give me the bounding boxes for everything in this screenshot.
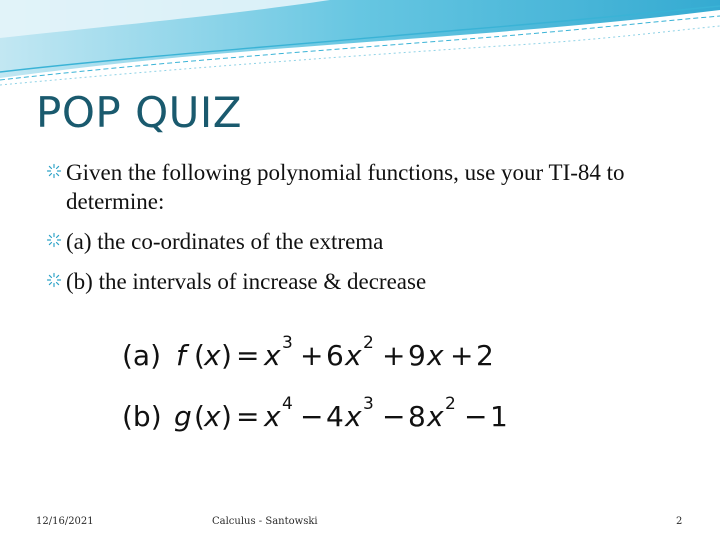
bullet-item [46, 227, 686, 256]
equation-b-term-4-constant: 1 [490, 400, 508, 433]
bullet-item [46, 158, 686, 216]
equation-b-term-3-exponent: 2 [445, 394, 456, 414]
equation-b-term-1-exponent: 4 [282, 394, 293, 414]
equation-a-term-3-coefficient: 9 [408, 339, 426, 372]
equation-a-equals: = [236, 339, 260, 372]
footer-date: 12/16/2021 [36, 516, 94, 527]
sunburst-bullet-icon [46, 163, 62, 179]
equation-b-term-2-exponent: 3 [363, 394, 374, 414]
equation-b-term-2-operator: − [300, 400, 324, 433]
sunburst-bullet-icon [46, 232, 62, 248]
equation-b-term-3-base: x [427, 400, 444, 433]
slide-title: POP QUIZ [36, 88, 243, 137]
bullet-text: (a) the co-ordinates of the extrema [66, 229, 384, 254]
equation-b-term-2-base: x [345, 400, 362, 433]
equation-a-label: (a) [122, 339, 162, 372]
equation-a-term-4-constant: 2 [476, 339, 494, 372]
equation-a-term-2-coefficient: 6 [326, 339, 344, 372]
equation-a-open-paren: ( [194, 339, 205, 372]
bullet-item [46, 267, 686, 296]
equation-a-function-name: f [176, 339, 186, 372]
equation-a [122, 333, 494, 372]
equation-b-term-1-base: x [264, 400, 281, 433]
equation-a-term-3-base: x [427, 339, 444, 372]
bullet-text: Given the following polynomial functions, use your TI-84 to determine: [66, 160, 625, 214]
equation-b-term-3-coefficient: 8 [408, 400, 426, 433]
equation-a-term-1-exponent: 3 [282, 333, 293, 353]
equation-a-term-3-operator: + [382, 339, 406, 372]
bullet-list [46, 158, 686, 307]
equation-b-term-2-coefficient: 4 [326, 400, 344, 433]
equation-b-close-paren: ) [221, 400, 232, 433]
equation-b-term-4-operator: − [464, 400, 488, 433]
equation-b-equals: = [236, 400, 260, 433]
header-wave-decoration [0, 0, 720, 90]
equations-block [120, 330, 540, 440]
equation-a-term-2-exponent: 2 [363, 333, 374, 353]
equation-a-term-2-base: x [345, 339, 362, 372]
equation-a-term-1-base: x [264, 339, 281, 372]
equation-a-term-4-operator: + [450, 339, 474, 372]
sunburst-bullet-icon [46, 272, 62, 288]
equation-a-term-2-operator: + [300, 339, 324, 372]
footer-text: Calculus - Santowski [212, 516, 318, 527]
bullet-text: (b) the intervals of increase & decrease [66, 269, 427, 294]
equation-b-open-paren: ( [194, 400, 205, 433]
equation-a-argument: x [204, 339, 221, 372]
equation-b-term-3-operator: − [382, 400, 406, 433]
slide-number: 2 [676, 516, 683, 527]
equation-b-argument: x [204, 400, 221, 433]
equation-b-function-name: g [174, 400, 192, 433]
equation-b-label: (b) [122, 400, 162, 433]
equation-b [122, 394, 508, 433]
equation-a-close-paren: ) [221, 339, 232, 372]
